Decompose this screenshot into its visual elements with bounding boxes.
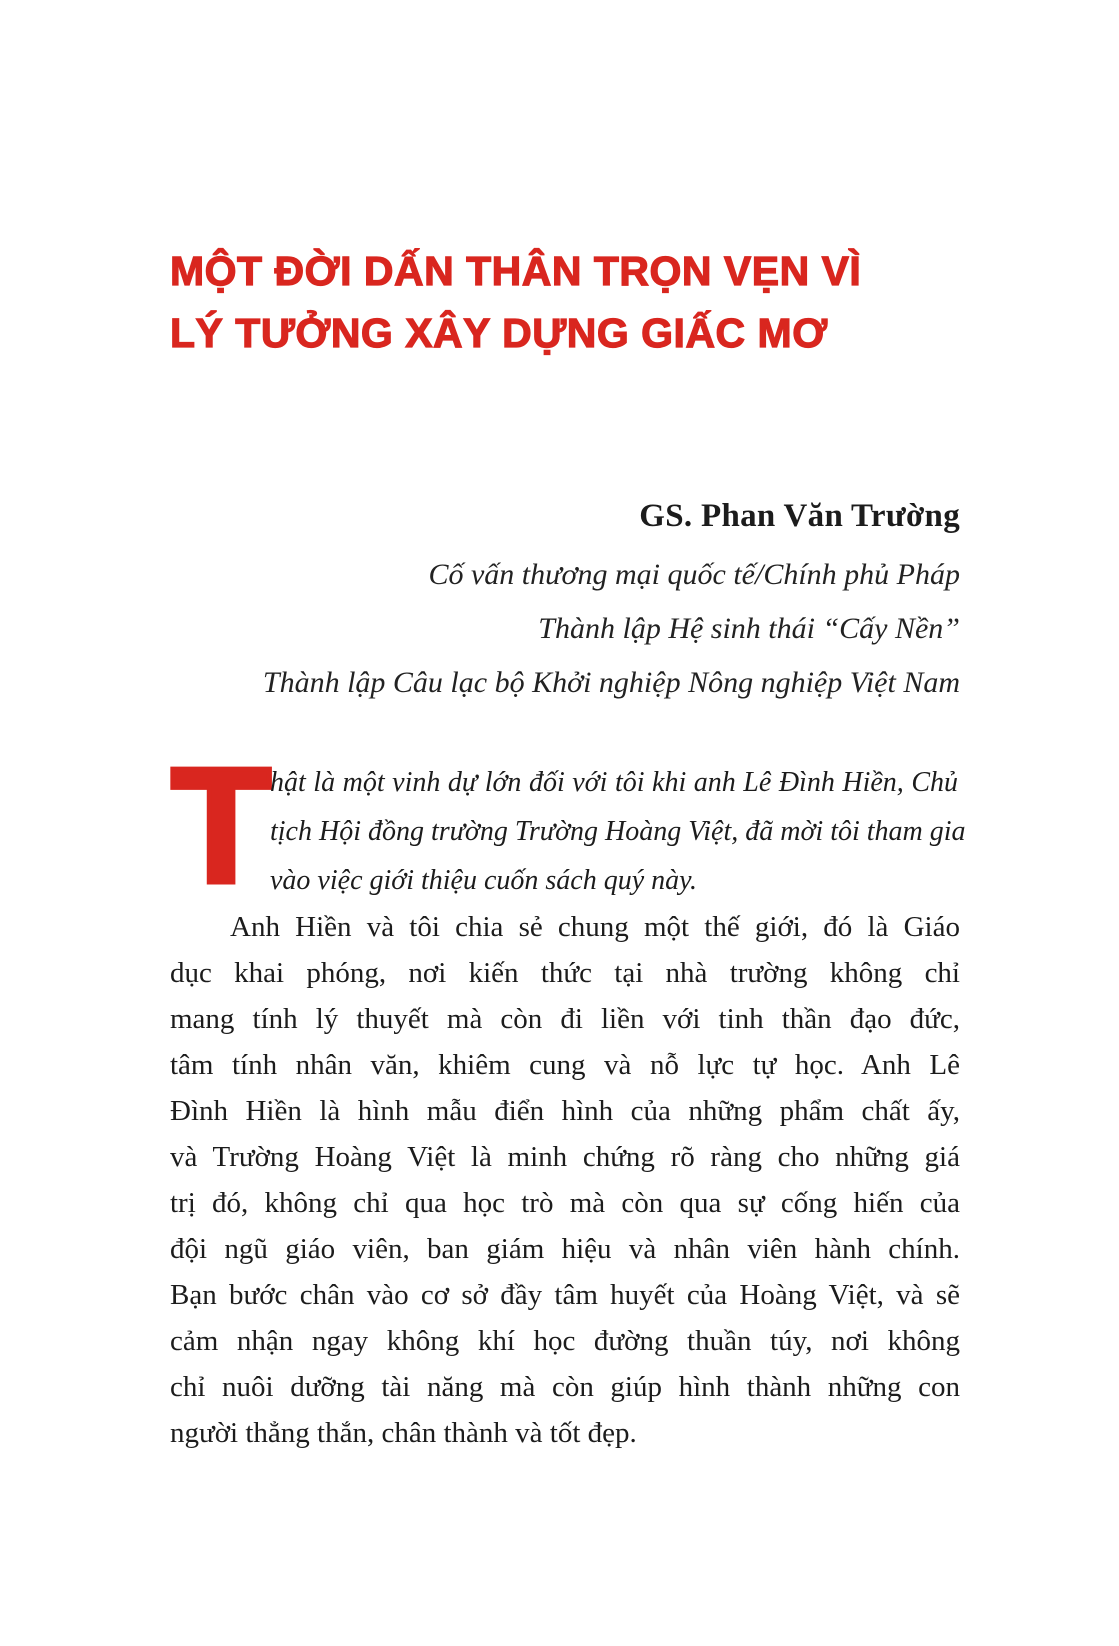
- body-paragraph-line: mang tính lý thuyết mà còn đi liền với tinh thần đạo đức,: [170, 1003, 960, 1035]
- intro-paragraph: [270, 758, 966, 905]
- drop-cap-letter: T: [171, 734, 272, 917]
- body-paragraph-line: tâm tính nhân văn, khiêm cung và nỗ lực tự học. Anh Lê: [170, 1049, 960, 1081]
- author-credential-line: Thành lập Hệ sinh thái “Cấy Nền”: [538, 612, 960, 645]
- body-paragraph-line: Bạn bước chân vào cơ sở đầy tâm huyết của Hoàng Việt, và sẽ: [170, 1279, 960, 1311]
- chapter-title-line: LÝ TƯỞNG XÂY DỰNG GIẤC MƠ: [170, 310, 828, 356]
- body-paragraph: [170, 904, 960, 1456]
- body-paragraph-line: trị đó, không chỉ qua học trò mà còn qua sự cống hiến của: [170, 1187, 960, 1219]
- author-credential-line: Cố vấn thương mại quốc tế/Chính phủ Pháp: [428, 558, 960, 591]
- body-paragraph-line: đội ngũ giáo viên, ban giám hiệu và nhân viên hành chính.: [170, 1233, 960, 1265]
- body-paragraph-line: cảm nhận ngay không khí học đường thuần túy, nơi không: [170, 1325, 960, 1357]
- author-name: GS. Phan Văn Trường: [639, 498, 960, 534]
- body-paragraph-line: Anh Hiền và tôi chia sẻ chung một thế giới, đó là Giáo: [230, 911, 960, 943]
- body-paragraph-line: người thẳng thắn, chân thành và tốt đẹp.: [170, 1417, 637, 1449]
- chapter-title-line: MỘT ĐỜI DẤN THÂN TRỌN VẸN VÌ: [170, 248, 862, 294]
- chapter-title: [170, 240, 970, 364]
- author-credentials: [170, 548, 960, 710]
- author-credential-line: Thành lập Câu lạc bộ Khởi nghiệp Nông nghiệp Việt Nam: [262, 666, 960, 699]
- body-paragraph-line: và Trường Hoàng Việt là minh chứng rõ ràng cho những giá: [170, 1141, 960, 1173]
- intro-paragraph-line: vào việc giới thiệu cuốn sách quý này.: [270, 865, 698, 896]
- body-paragraph-line: chỉ nuôi dưỡng tài năng mà còn giúp hình thành những con: [170, 1371, 960, 1403]
- body-paragraph-line: Đình Hiền là hình mẫu điển hình của những phẩm chất ấy,: [170, 1095, 960, 1127]
- intro-paragraph-line: hật là một vinh dự lớn đối với tôi khi anh Lê Đình Hiền, Chủ: [270, 767, 958, 798]
- body-paragraph-line: dục khai phóng, nơi kiến thức tại nhà trường không chỉ: [170, 957, 960, 989]
- intro-paragraph-line: tịch Hội đồng trường Trường Hoàng Việt, đã mời tôi tham gia: [270, 816, 966, 847]
